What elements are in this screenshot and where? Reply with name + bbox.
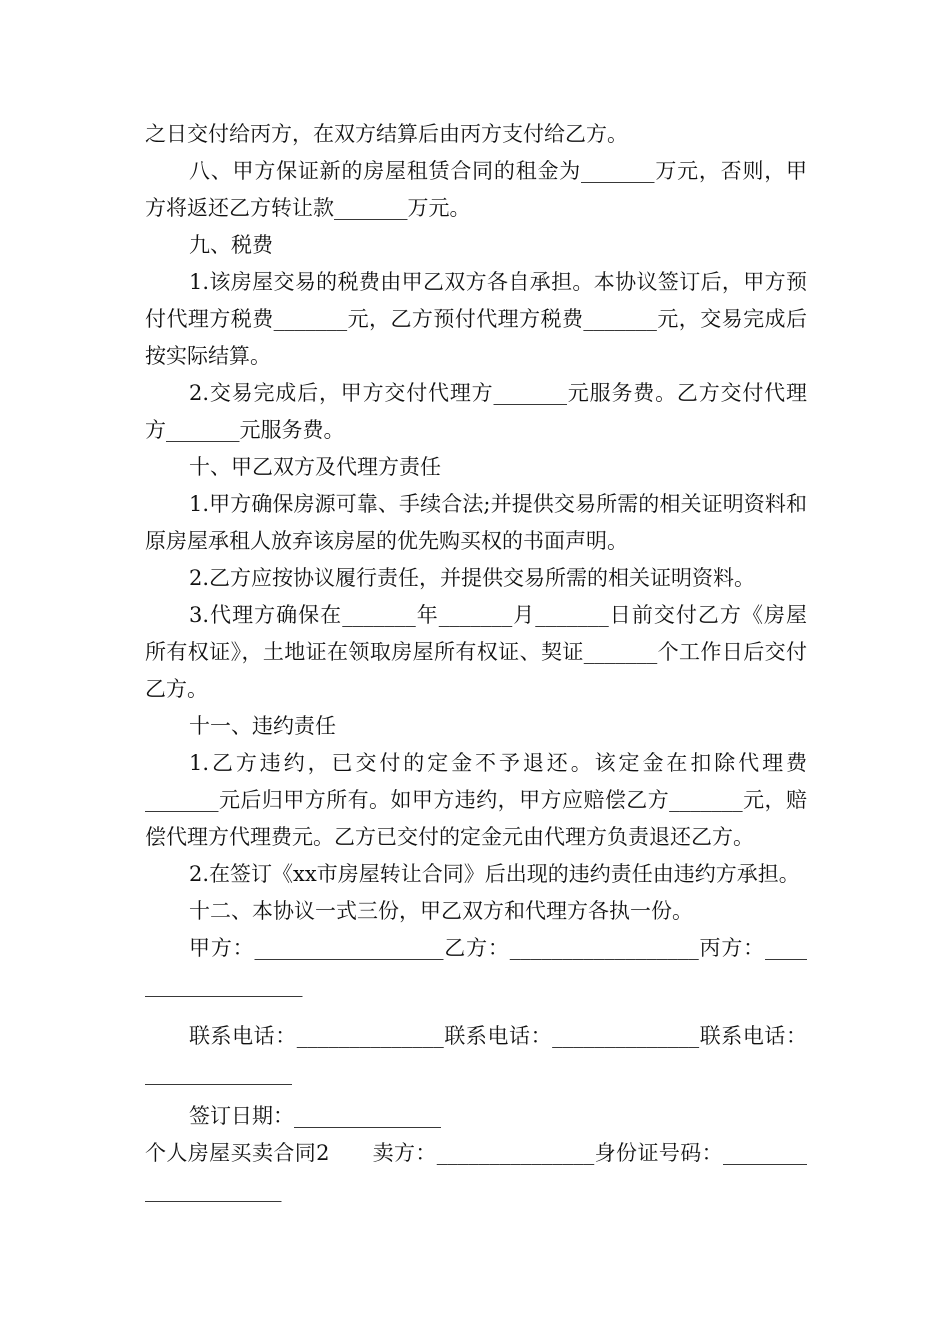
section-heading-responsibilities: 十、甲乙双方及代理方责任 [189, 455, 441, 479]
breach-item-1: 1.乙方违约，已交付的定金不予退还。该定金在扣除代理费_______元后归甲方所有。如甲方违约，甲方应赔偿乙方_______元，赔偿代理方代理费元。乙方已交付的定金元由代理方负责退还乙方。 [145, 751, 807, 849]
tax-item-2: 2.交易完成后，甲方交付代理方_______元服务费。乙方交付代理方_______元服务费。 [145, 381, 807, 442]
responsibility-item-1: 1.甲方确保房源可靠、手续合法;并提供交易所需的相关证明资料和原房屋承租人放弃该房屋的优先购买权的书面声明。 [145, 492, 807, 553]
contact-phones: 联系电话：______________联系电话：______________联系电话：______________ [145, 1024, 807, 1085]
responsibility-item-2: 2.乙方应按协议履行责任，并提供交易所需的相关证明资料。 [189, 566, 756, 590]
signature-parties: 甲方：__________________乙方：__________________丙方：___________________ [145, 936, 807, 997]
paragraph-continuation: 之日交付给丙方，在双方结算后由丙方支付给乙方。 [145, 122, 628, 146]
responsibility-item-3: 3.代理方确保在_______年_______月_______日前交付乙方《房屋所有权证》，土地证在领取房屋所有权证、契证_______个工作日后交付乙方。 [145, 603, 807, 701]
clause-12: 十二、本协议一式三份，甲乙双方和代理方各执一份。 [189, 899, 693, 923]
breach-item-2: 2.在签订《xx市房屋转让合同》后出现的违约责任由违约方承担。 [189, 862, 800, 886]
signing-date: 签订日期：______________ [189, 1104, 441, 1128]
document-body [145, 116, 807, 1209]
section-heading-taxes: 九、税费 [189, 233, 273, 257]
clause-8: 八、甲方保证新的房屋租赁合同的租金为_______万元，否则，甲方将返还乙方转让款_______万元。 [145, 159, 807, 220]
section-heading-breach: 十一、违约责任 [189, 714, 336, 738]
next-contract-start: 个人房屋买卖合同2 卖方：_______________身份证号码：_____________________ [145, 1141, 807, 1202]
tax-item-1: 1.该房屋交易的税费由甲乙双方各自承担。本协议签订后，甲方预付代理方税费_______元，乙方预付代理方税费_______元，交易完成后按实际结算。 [145, 270, 807, 368]
